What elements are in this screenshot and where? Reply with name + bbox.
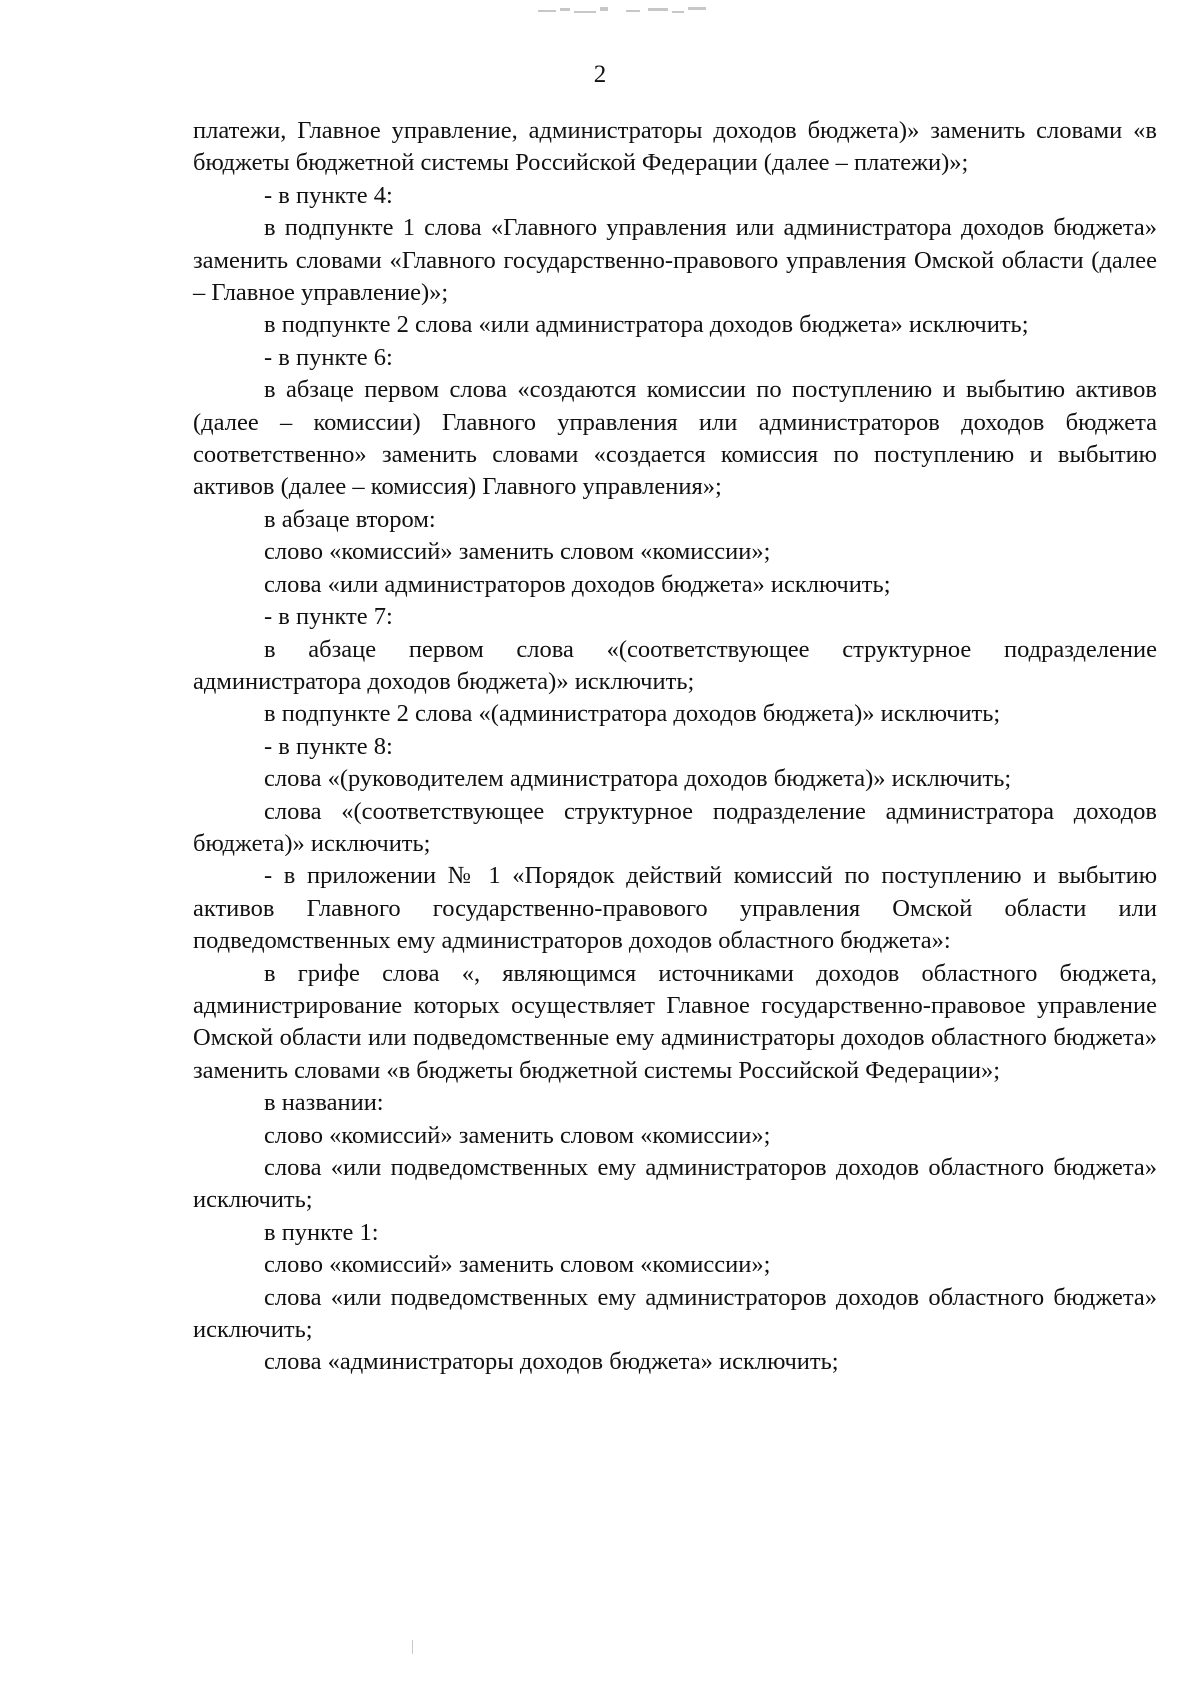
paragraph: в подпункте 2 слова «или администратора доходов бюджета» исключить;	[264, 311, 1029, 339]
paragraph: слова «или администраторов доходов бюджета» исключить;	[264, 570, 891, 598]
page-number: 2	[593, 61, 607, 88]
paragraph: в пункте 1:	[264, 1218, 379, 1246]
paragraph: слово «комиссий» заменить словом «комиссии»;	[264, 538, 771, 566]
paragraph: в грифе слова «, являющимся источниками доходов областного бюджета, администрирование которых осуществляет Главное государственно-правовое управление Омской области или подведомственные ему администраторы доходов областного бюджета» заменить словами «в бюджеты бюджетной системы Российской Федерации»;	[193, 959, 1157, 1084]
paragraph: слова «или подведомственных ему администраторов доходов областного бюджета» исключить;	[193, 1154, 1157, 1214]
scan-artifact-mark	[530, 4, 730, 18]
paragraph: в абзаце первом слова «создаются комиссии по поступлению и выбытию активов (далее – комиссии) Главного управления или администраторов доходов бюджета соответственно» заменить словами «создается комиссия по поступлению и выбытию активов (далее – комиссия) Главного управления»;	[193, 376, 1157, 501]
paragraph: в подпункте 2 слова «(администратора доходов бюджета)» исключить;	[264, 700, 1001, 728]
paragraph: платежи, Главное управление, администраторы доходов бюджета)» заменить словами «в бюджеты бюджетной системы Российской Федерации (далее – платежи)»;	[193, 117, 1157, 177]
scan-artifact-line	[412, 1640, 413, 1654]
document-body	[193, 115, 1157, 1379]
paragraph: в названии:	[264, 1089, 384, 1117]
paragraph: в подпункте 1 слова «Главного управления или администратора доходов бюджета» заменить словами «Главного государственно-правового управления Омской области (далее – Главное управление)»;	[193, 214, 1157, 307]
paragraph: слова «(руководителем администратора доходов бюджета)» исключить;	[264, 765, 1012, 793]
paragraph: - в пункте 4:	[264, 181, 393, 209]
paragraph: - в пункте 8:	[264, 732, 393, 760]
paragraph: - в пункте 6:	[264, 343, 393, 371]
paragraph: в абзаце втором:	[264, 505, 436, 533]
paragraph: - в приложении № 1 «Порядок действий комиссий по поступлению и выбытию активов Главного государственно-правового управления Омской области или подведомственных ему администраторов доходов областного бюджета»:	[193, 862, 1157, 955]
paragraph: в абзаце первом слова «(соответствующее структурное подразделение администратора доходов бюджета)» исключить;	[193, 635, 1157, 695]
paragraph: слова «администраторы доходов бюджета» исключить;	[264, 1348, 839, 1376]
paragraph: слова «или подведомственных ему администраторов доходов областного бюджета» исключить;	[193, 1283, 1157, 1344]
paragraph: слова «(соответствующее структурное подразделение администратора доходов бюджета)» исключить;	[193, 797, 1157, 857]
paragraph: - в пункте 7:	[264, 603, 393, 631]
paragraph: слово «комиссий» заменить словом «комиссии»;	[264, 1121, 771, 1149]
paragraph: слово «комиссий» заменить словом «комиссии»;	[264, 1251, 771, 1279]
